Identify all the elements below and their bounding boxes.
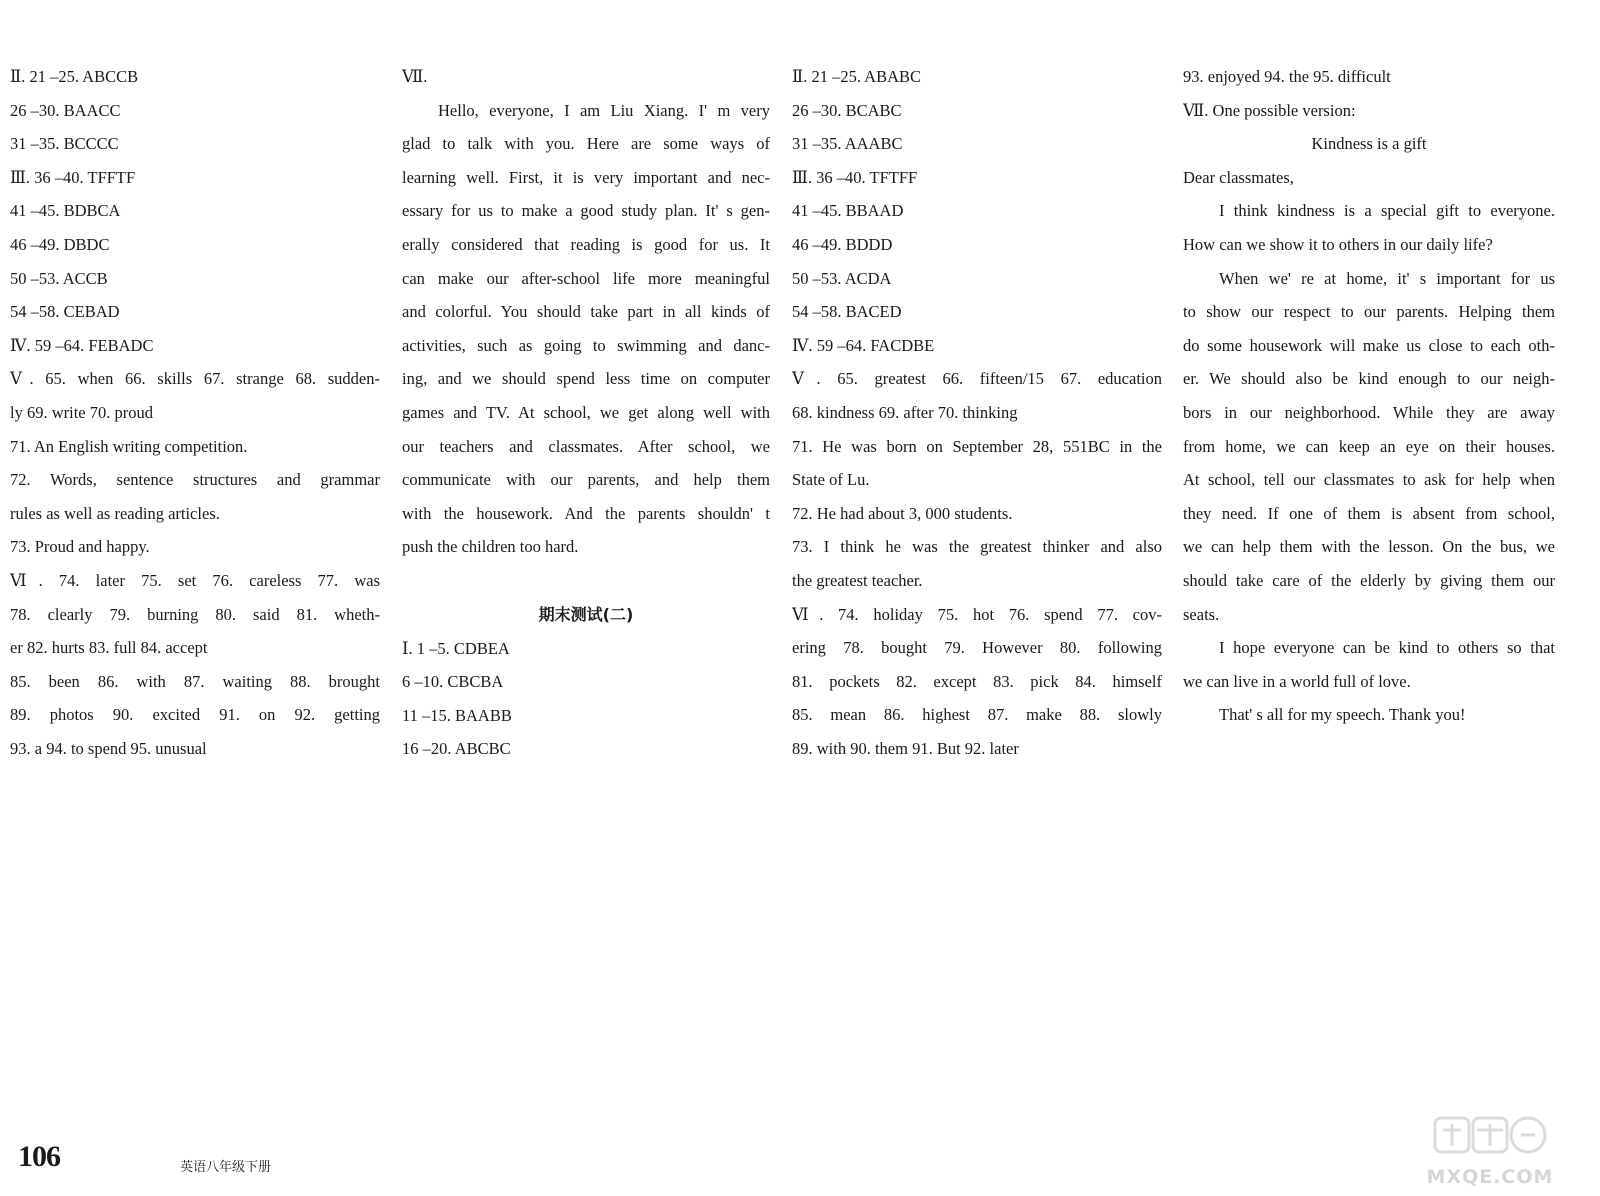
text-line: the greatest teacher. xyxy=(792,570,923,590)
text-line: Ⅱ. 21 –25. ABABC xyxy=(792,67,922,86)
text-line: Ⅳ. 59 –64. FEBADC xyxy=(10,335,154,355)
text-line: glad to talk with you. Here are some ways of xyxy=(402,134,770,154)
text-line: Dear classmates, xyxy=(1183,167,1294,187)
text-line: they need. If one of them is absent from school, xyxy=(1183,503,1555,523)
book-title: 英语八年级下册 xyxy=(180,1160,272,1175)
text-line: Ⅳ. 59 –64. FACDBE xyxy=(792,335,935,355)
text-line: can make our after-school life more meaningful xyxy=(402,268,770,288)
text-line: with the housework. And the parents shouldn' t xyxy=(402,503,770,523)
text-line: activities, such as going to swimming and danc- xyxy=(402,335,770,355)
text-line: 41 –45. BBAAD xyxy=(792,201,904,221)
text-line: Ⅰ. 1 –5. CDBEA xyxy=(402,638,510,658)
text-line: to show our respect to our parents. Helping them xyxy=(1183,302,1555,322)
text-line: learning well. First, it is very important and nec- xyxy=(402,167,770,187)
watermark xyxy=(1415,1112,1565,1192)
text-line: 26 –30. BCABC xyxy=(792,100,902,120)
text-line: should take care of the elderly by giving them our xyxy=(1183,570,1555,590)
text-line: 41 –45. BDBCA xyxy=(10,201,121,221)
text-line: bors in our neighborhood. While they are away xyxy=(1183,402,1555,422)
text-line: ering 78. bought 79. However 80. following xyxy=(792,638,1162,658)
text-line: 89. with 90. them 91. But 92. later xyxy=(792,738,1019,758)
text-line: Hello, everyone, I am Liu Xiang. I' m very xyxy=(438,100,770,120)
text-line: erally considered that reading is good for us. It xyxy=(402,234,770,254)
text-line: do some housework will make us close to each oth- xyxy=(1183,335,1555,355)
text-line: our teachers and classmates. After school, we xyxy=(402,436,770,456)
text-line: 93. a 94. to spend 95. unusual xyxy=(10,738,207,758)
text-line: ing, and we should spend less time on computer xyxy=(402,369,770,389)
text-line: 54 –58. CEBAD xyxy=(10,302,120,322)
text-line: er. We should also be kind enough to our neigh- xyxy=(1183,369,1555,389)
text-line: 68. kindness 69. after 70. thinking xyxy=(792,402,1018,422)
text-line: 73. I think he was the greatest thinker and also xyxy=(792,537,1162,557)
text-line: 72. Words, sentence structures and grammar xyxy=(10,470,380,490)
page-number: 106 xyxy=(18,1140,60,1173)
text-line: Ⅲ. 36 –40. TFFTF xyxy=(10,167,136,187)
text-line: Ⅵ. 74. holiday 75. hot 76. spend 77. cov- xyxy=(792,604,1162,624)
text-line: 50 –53. ACCB xyxy=(10,268,108,288)
text-line: 6 –10. CBCBA xyxy=(402,672,504,692)
text-line: When we' re at home, it' s important for us xyxy=(1219,268,1555,288)
text-line: 89. photos 90. excited 91. on 92. getting xyxy=(10,705,380,725)
text-line: and colorful. You should take part in all kinds of xyxy=(402,302,770,322)
watermark-text: MXQE.COM xyxy=(1426,1166,1554,1188)
text-line: essary for us to make a good study plan. It' s gen- xyxy=(402,201,770,221)
text-line: 73. Proud and happy. xyxy=(10,537,150,557)
text-line: State of Lu. xyxy=(792,470,870,490)
column-4 xyxy=(1183,60,1555,732)
text-line: 26 –30. BAACC xyxy=(10,100,121,120)
text-line: we can help them with the lesson. On the bus, we xyxy=(1183,537,1555,557)
text-line: 78. clearly 79. burning 80. said 81. wheth- xyxy=(10,604,380,624)
text-line: seats. xyxy=(1183,604,1220,624)
text-line: communicate with our parents, and help them xyxy=(402,470,770,490)
text-line: Ⅴ. 65. when 66. skills 67. strange 68. sudden- xyxy=(10,369,380,389)
text-line: I hope everyone can be kind to others so that xyxy=(1219,638,1555,658)
text-line: 85. been 86. with 87. waiting 88. brought xyxy=(10,671,380,691)
text-line: 46 –49. DBDC xyxy=(10,234,110,254)
text-line: 93. enjoyed 94. the 95. difficult xyxy=(1183,67,1391,86)
text-line xyxy=(402,564,770,598)
text-line: 31 –35. BCCCC xyxy=(10,134,119,154)
text-line: push the children too hard. xyxy=(402,537,579,557)
text-line: 81. pockets 82. except 83. pick 84. himself xyxy=(792,671,1162,691)
text-line: That' s all for my speech. Thank you! xyxy=(1219,705,1466,725)
column-3 xyxy=(792,60,1162,765)
text-line: 72. He had about 3, 000 students. xyxy=(792,503,1013,523)
text-line: 46 –49. BDDD xyxy=(792,234,893,254)
text-line: 11 –15. BAABB xyxy=(402,705,512,725)
text-line: rules as well as reading articles. xyxy=(10,503,220,523)
text-line: ly 69. write 70. proud xyxy=(10,402,153,422)
text-line: Ⅶ. xyxy=(402,67,428,86)
text-line: 50 –53. ACDA xyxy=(792,268,892,288)
text-line: Ⅲ. 36 –40. TFTFF xyxy=(792,167,918,187)
text-line: 31 –35. AAABC xyxy=(792,134,903,154)
column-2 xyxy=(402,60,770,766)
text-line: 71. An English writing competition. xyxy=(10,436,248,456)
text-line: How can we show it to others in our daily life? xyxy=(1183,234,1493,254)
text-line: I think kindness is a special gift to everyone. xyxy=(1219,201,1555,221)
text-line: er 82. hurts 83. full 84. accept xyxy=(10,638,208,658)
text-line: games and TV. At school, we get along well with xyxy=(402,402,770,422)
text-line: 16 –20. ABCBC xyxy=(402,739,511,759)
text-line: At school, tell our classmates to ask for help when xyxy=(1183,470,1555,490)
text-line: Ⅴ. 65. greatest 66. fifteen/15 67. education xyxy=(792,369,1162,389)
column-1 xyxy=(10,60,380,765)
watermark-logo-icon xyxy=(1433,1114,1548,1158)
text-line: Ⅵ. 74. later 75. set 76. careless 77. was xyxy=(10,570,380,590)
text-line: 54 –58. BACED xyxy=(792,302,902,322)
text-line: 71. He was born on September 28, 551BC in the xyxy=(792,436,1162,456)
text-line: Kindness is a gift xyxy=(1311,134,1427,154)
section-heading: 期末测试(二) xyxy=(538,604,634,624)
text-line: Ⅱ. 21 –25. ABCCB xyxy=(10,67,139,86)
text-line: from home, we can keep an eye on their houses. xyxy=(1183,436,1555,456)
text-line: we can live in a world full of love. xyxy=(1183,671,1411,691)
text-line: 85. mean 86. highest 87. make 88. slowly xyxy=(792,705,1162,725)
text-line: Ⅶ. One possible version: xyxy=(1183,100,1356,120)
